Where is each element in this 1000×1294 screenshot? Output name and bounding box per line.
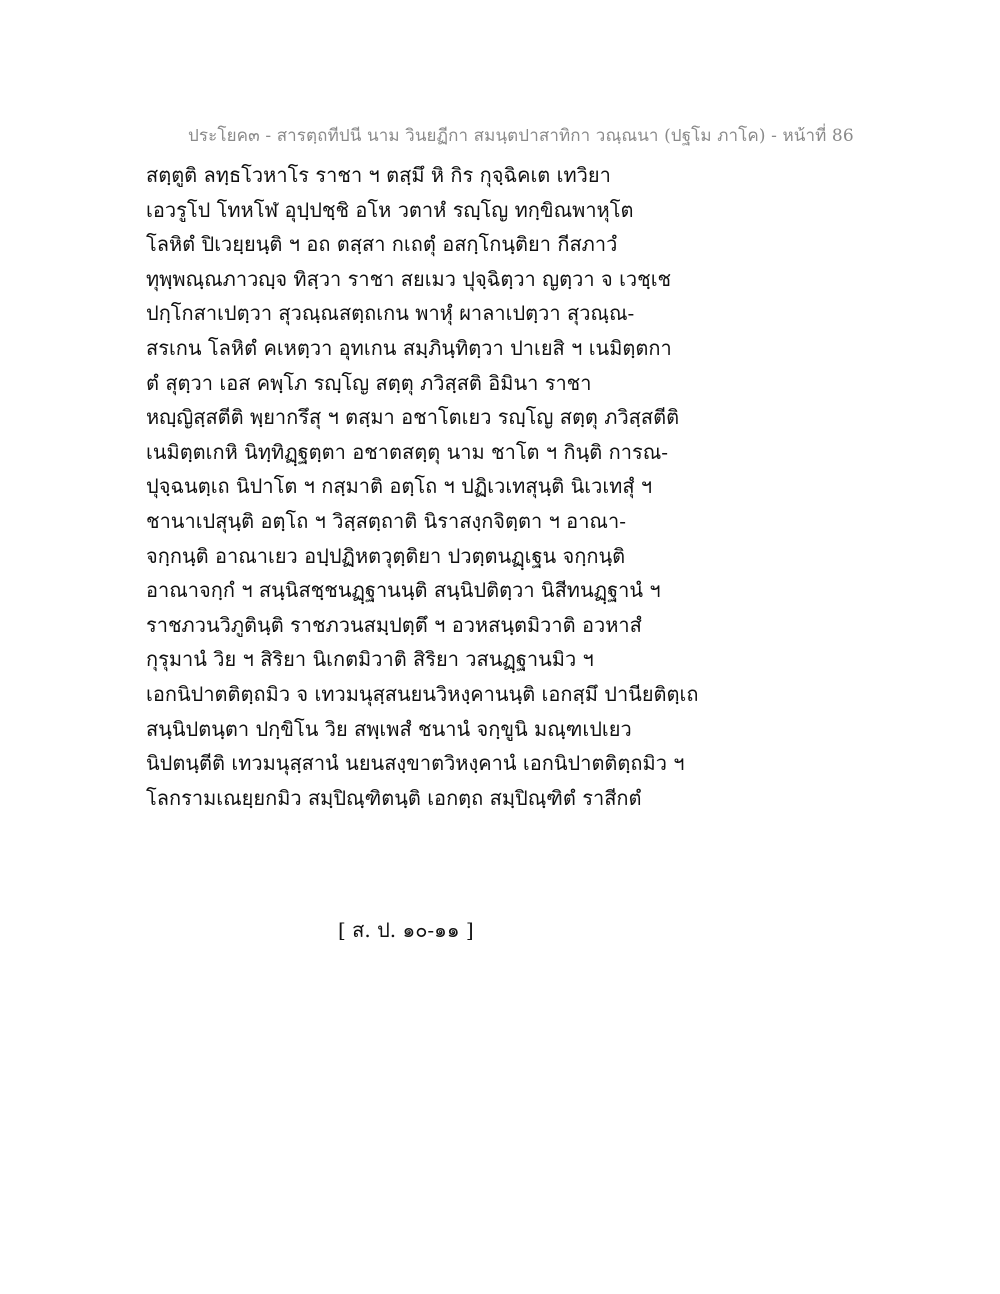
text-line: สตฺตูติ ลทฺธโวหาโร ราชา ฯ ตสฺมึ หิ กิร กุจฺฉิคเต เทวิยา — [146, 163, 611, 187]
text-line: ปกฺโกสาเปตฺวา สุวณฺณสตฺถเกน พาหุํ ผาลาเปตฺวา สุวณฺณ- — [146, 301, 635, 326]
text-line: โลหิตํ ปิเวยฺยนฺติ ฯ อถ ตสฺสา กเถตุํ อสกฺโกนฺติยา กีสภาวํ — [146, 232, 618, 257]
text-line: นิปตนฺตีติ เทวมนุสฺสานํ นยนสงฺขาตวิหงฺคานํ เอกนิปาตติตฺถมิว ฯ — [146, 751, 685, 776]
text-line: ปุจฺฉนตฺเถ นิปาโต ฯ กสฺมาติ อตฺโถ ฯ ปฏิเวเทสุนฺติ นิเวเทสุํ ฯ — [146, 474, 653, 499]
text-line: เอกนิปาตติตฺถมิว จ เทวมนุสฺสนยนวิหงฺคานนฺติ เอกสฺมึ ปานียติตฺเถ — [146, 681, 699, 706]
text-line: จกฺกนฺติ อาณาเยว อปฺปฏิหตวุตฺติยา ปวตฺตนฏฺเฐน จกฺกนฺติ — [146, 543, 626, 568]
text-line: เนมิตฺตเกหิ นิทฺทิฏฺฐตฺตา อชาตสตฺตุ นาม ชาโต ฯ กินฺติ การณ- — [146, 439, 669, 464]
text-line: สนฺนิปตนฺตา ปกฺขิโน วิย สพฺเพสํ ชนานํ จกฺขูนิ มณฺฑเปเยว — [146, 716, 632, 741]
text-line: โลกรามเณยฺยกมิว สมฺปิณฺฑิตนฺติ เอกตฺถ สมฺปิณฺฑิตํ ราสีกตํ — [146, 785, 642, 810]
text-line: เอวรูโป โทหโฬ อุปฺปชฺชิ อโห วตาหํ รญฺโญ ทกฺขิณพาหุโต — [146, 197, 634, 222]
text-line: ชานาเปสุนฺติ อตฺโถ ฯ วิสฺสตฺถาติ นิราสงฺกจิตฺตา ฯ อาณา- — [146, 508, 626, 533]
source-reference: [ ส. ป. ๑๐-๑๑ ] — [338, 918, 474, 942]
text-line: อาณาจกฺกํ ฯ สนฺนิสชฺชนฏฺฐานนฺติ สนฺนิปติตฺวา นิสีทนฏฺฐานํ ฯ — [146, 578, 661, 603]
text-line: หญฺญิสฺสตีติ พฺยากรึสุ ฯ ตสฺมา อชาโตเยว รญฺโญ สตฺตุ ภวิสฺสตีติ — [146, 405, 680, 430]
running-header: ประโยค๓ - สารตฺถทีปนี นาม วินยฏีกา สมนฺตปาสาทิกา วณฺณนา (ปฐโม ภาโค) - หน้าที่ 86 — [188, 126, 854, 146]
text-line: ตํ สุตฺวา เอส คพฺโภ รญฺโญ สตฺตุ ภวิสฺสติ อิมินา ราชา — [146, 370, 592, 395]
text-line: ทุพฺพณฺณภาวญฺจ ทิสฺวา ราชา สยเมว ปุจฺฉิตฺวา ญตฺวา จ เวชฺเช — [146, 266, 672, 291]
body-text — [146, 158, 866, 815]
text-line: ราชภวนวิภูตินฺติ ราชภวนสมฺปตฺตึ ฯ อวหสนฺตมิวาติ อวหาสํ — [146, 612, 642, 637]
text-line: สรเกน โลหิตํ คเหตฺวา อุทเกน สมฺภินฺทิตฺวา ปาเยสิ ฯ เนมิตฺตกา — [146, 335, 672, 360]
text-line: กุรุมานํ วิย ฯ สิริยา นิเกตมิวาติ สิริยา วสนฏฺฐานมิว ฯ — [146, 647, 594, 672]
